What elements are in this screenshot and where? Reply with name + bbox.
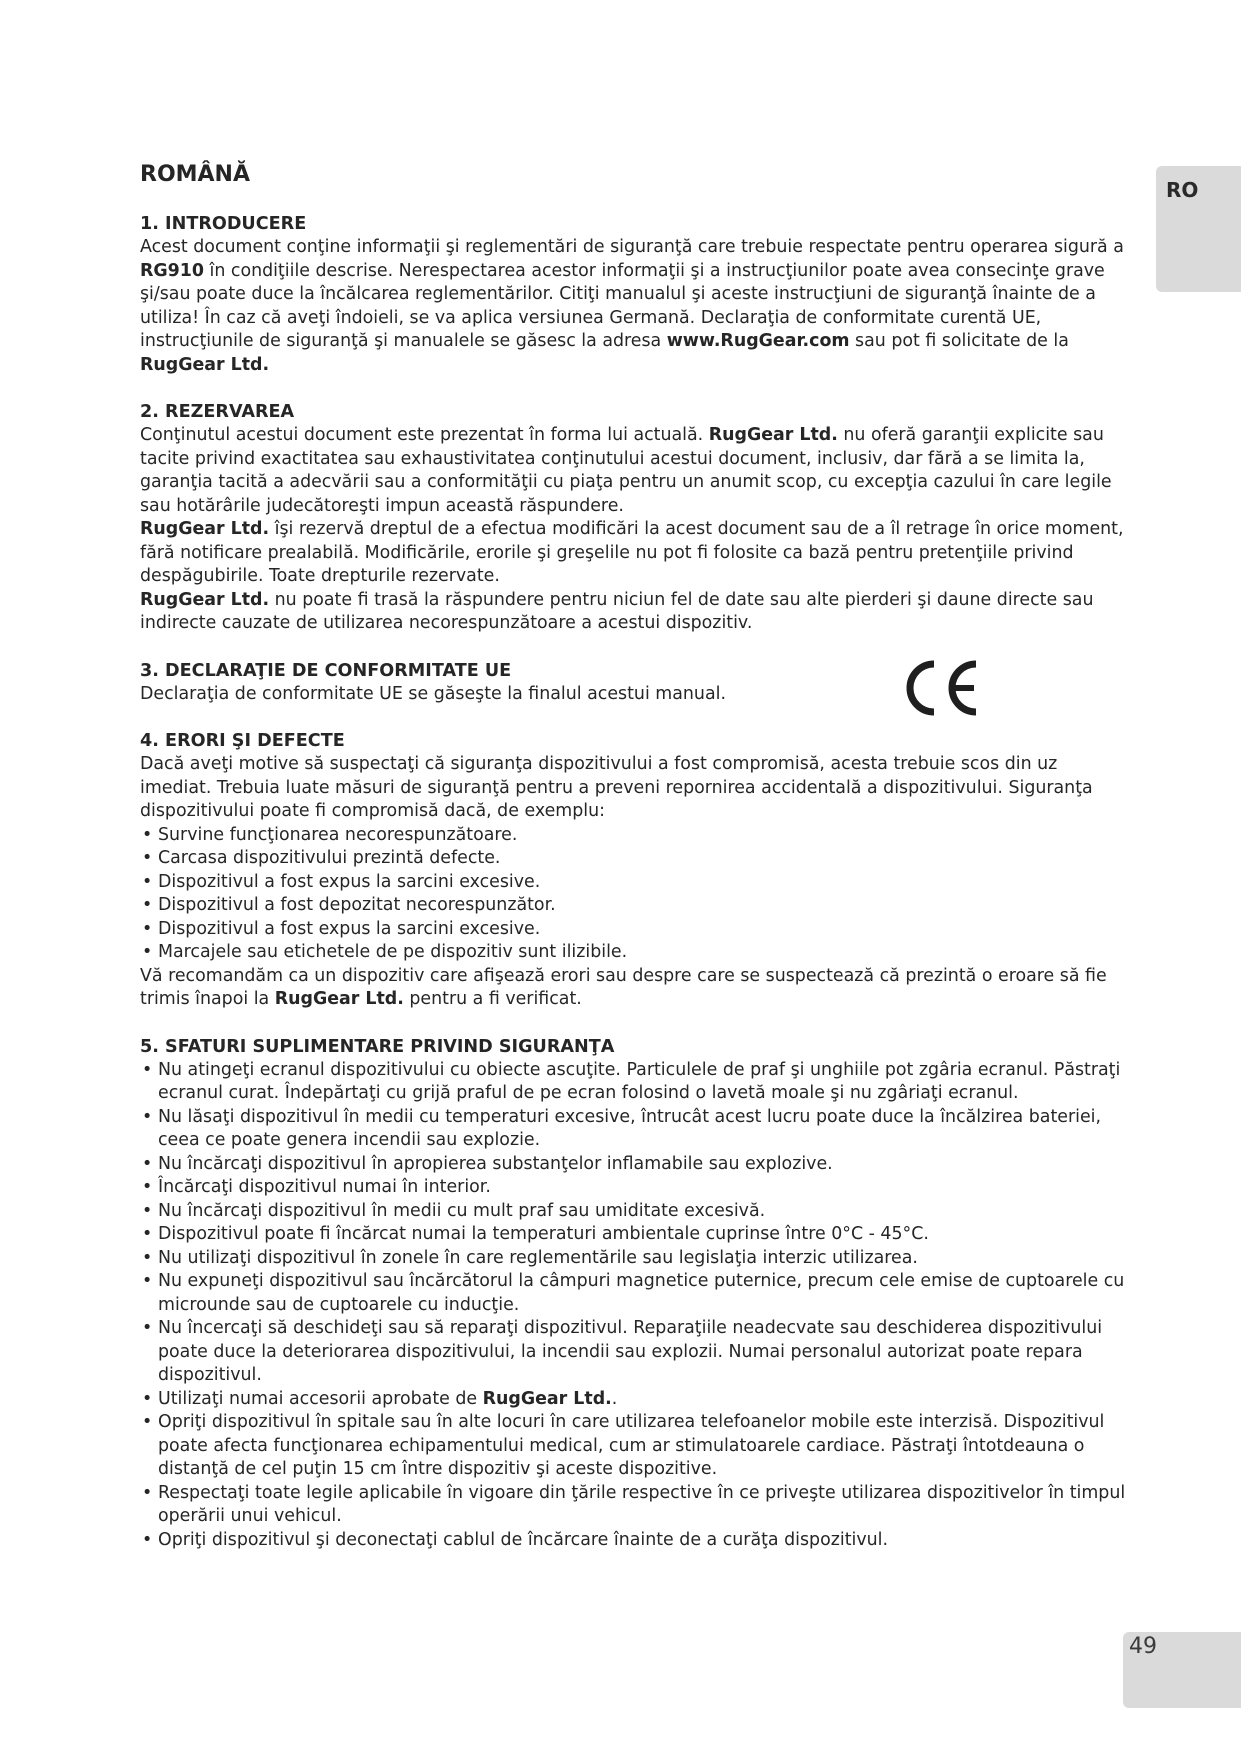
list-item: • Nu lăsaţi dispozitivul în medii cu temperaturi excesive, întrucât acest lucru poate duce la încălzirea bateriei, ceea ce poate genera incendii sau explozie. <box>140 1106 1130 1153</box>
error-list <box>140 824 1130 965</box>
section-introduction <box>140 212 1130 377</box>
company-name: RugGear Ltd. <box>140 354 270 375</box>
section-paragraph: Conţinutul acestui document este prezentat în forma lui actuală. RugGear Ltd. nu oferă garanţii explicite sau tacite privind exactitatea sau exhaustivitatea conţinutului acestui document, inclusiv, dar fără a se limita la, garanţia tacită a adecvării sau a conformităţii cu piaţa pentru un anumit scop, cu excepţia cazului în care legile sau hotărârile judecătoreşti impun această răspundere. <box>140 425 1112 516</box>
list-item: • Survine funcţionarea necorespunzătoare. <box>140 824 1130 848</box>
section-heading: 3. DECLARAŢIE DE CONFORMITATE UE <box>140 660 512 681</box>
language-tab-label: RO <box>1166 178 1199 202</box>
section-safety <box>140 1035 1130 1553</box>
list-item: • Opriţi dispozitivul în spitale sau în alte locuri în care utilizarea telefoanelor mobile este interzisă. Dispozitivul poate afecta funcţionarea echipamentului medical, cum ar stimulatoarele cardiace. Păstraţi întotdeauna o distanţă de cel puţin 15 cm între dispozitiv şi aceste dispozitive. <box>140 1411 1130 1482</box>
section-paragraph: RugGear Ltd. nu poate fi trasă la răspundere pentru niciun fel de date sau alte pierderi şi daune directe sau indirecte cauzate de utilizarea necorespunzătoare a acestui dispozitiv. <box>140 589 1094 633</box>
section-paragraph: RugGear Ltd. îşi rezervă dreptul de a efectua modificări la acest document sau de a îl retrage în orice moment, fără notificare prealabilă. Modificările, erorile şi greşelile nu pot fi folosite ca bază pentru pretenţiile privind despăgubirile. Toate drepturile rezervate. <box>140 519 1124 586</box>
list-item: • Nu atingeţi ecranul dispozitivului cu obiecte ascuţite. Particulele de praf şi unghiile pot zgâria ecranul. Păstraţi ecranul curat. Îndepărtaţi cu grijă praful de pe ecran folosind o lavetă moale şi nu zgâriaţi ecranul. <box>140 1059 1130 1106</box>
section-paragraph: Vă recomandăm ca un dispozitiv care afişează erori sau despre care se suspectează că prezintă o eroare să fie trimis înapoi la RugGear Ltd. pentru a fi verificat. <box>140 965 1107 1009</box>
section-heading: 4. ERORI ŞI DEFECTE <box>140 731 345 751</box>
section-errors <box>140 729 1130 1012</box>
section-paragraph: Acest document conţine informaţii şi reglementări de siguranţă care trebuie respectate pentru operarea sigură a RG910 în condiţiile descrise. Nerespectarea acestor informaţii şi a instrucţiunilor poate avea consecinţe grave şi/sau poate duce la încălcarea reglementărilor. Citiţi manualul şi aceste instrucţiuni de siguranţă înainte de a utiliza! În caz că aveţi îndoieli, se va aplica versiunea Germană. Declaraţia de conformitate curentă UE, instrucţiunile de siguranţă şi manualele se găsesc la adresa www.RugGear.com sau pot fi solicitate de la RugGear Ltd. <box>140 237 1124 375</box>
section-heading: 1. INTRODUCERE <box>140 214 307 234</box>
list-item: • Nu utilizaţi dispozitivul în zonele în care reglementările sau legislaţia interzic utilizarea. <box>140 1247 1130 1271</box>
section-heading: 5. SFATURI SUPLIMENTARE PRIVIND SIGURANŢA <box>140 1036 615 1057</box>
list-item: • Carcasa dispozitivului prezintă defecte. <box>140 847 1130 871</box>
list-item: • Nu încărcaţi dispozitivul în apropierea substanţelor inflamabile sau explozive. <box>140 1153 1130 1177</box>
list-item: • Nu încercaţi să deschideţi sau să reparaţi dispozitivul. Reparaţiile neadecvate sau deschiderea dispozitivului poate duce la deteriorarea dispozitivului, la incendii sau explozii. Numai personalul autorizat poate repara dispozitivul. <box>140 1317 1130 1388</box>
language-tab <box>1156 166 1241 292</box>
safety-list <box>140 1059 1130 1553</box>
list-item: • Respectaţi toate legile aplicabile în vigoare din ţările respective în ce priveşte utilizarea dispozitivelor în timpul operării unui vehicul. <box>140 1482 1130 1529</box>
list-item: • Dispozitivul a fost expus la sarcini excesive. <box>140 918 1130 942</box>
list-item: • Încărcaţi dispozitivul numai în interior. <box>140 1176 1130 1200</box>
list-item: • Nu încărcaţi dispozitivul în medii cu mult praf sau umiditate excesivă. <box>140 1200 1130 1224</box>
website-link: www.RugGear.com <box>666 331 850 351</box>
list-item: • Dispozitivul poate fi încărcat numai la temperaturi ambientale cuprinse între 0°C - 45°C. <box>140 1223 1130 1247</box>
list-item: • Dispozitivul a fost expus la sarcini excesive. <box>140 871 1130 895</box>
list-item: • Opriţi dispozitivul şi deconectaţi cablul de încărcare înainte de a curăţa dispozitivul. <box>140 1529 1130 1553</box>
page-title: ROMÂNĂ <box>140 162 250 187</box>
document-content <box>140 160 1130 1575</box>
section-paragraph: Declaraţia de conformitate UE se găseşte la finalul acestui manual. <box>140 683 726 704</box>
list-item: • Utilizaţi numai accesorii aprobate de RugGear Ltd.. <box>140 1388 1130 1412</box>
page-number: 49 <box>1129 1634 1157 1659</box>
list-item: • Nu expuneţi dispozitivul sau încărcătorul la câmpuri magnetice puternice, precum cele emise de cuptoarele cu microunde sau de cuptoarele cu inducţie. <box>140 1270 1130 1317</box>
section-disclaimer <box>140 400 1130 636</box>
model-name: RG910 <box>140 260 204 281</box>
section-heading: 2. REZERVAREA <box>140 402 295 422</box>
list-item: • Dispozitivul a fost depozitat necorespunzător. <box>140 894 1130 918</box>
section-conformity <box>140 659 1130 707</box>
page-number-tab <box>1123 1632 1241 1708</box>
list-item: • Marcajele sau etichetele de pe dispozitiv sunt ilizibile. <box>140 941 1130 965</box>
section-paragraph: Dacă aveţi motive să suspectaţi că siguranţa dispozitivului a fost compromisă, acesta trebuie scos din uz imediat. Trebuia luate măsuri de siguranţă pentru a preveni repornirea accidentală a dispozitivului. Siguranţa dispozitivului poate fi compromisă dacă, de exemplu: <box>140 754 1093 821</box>
